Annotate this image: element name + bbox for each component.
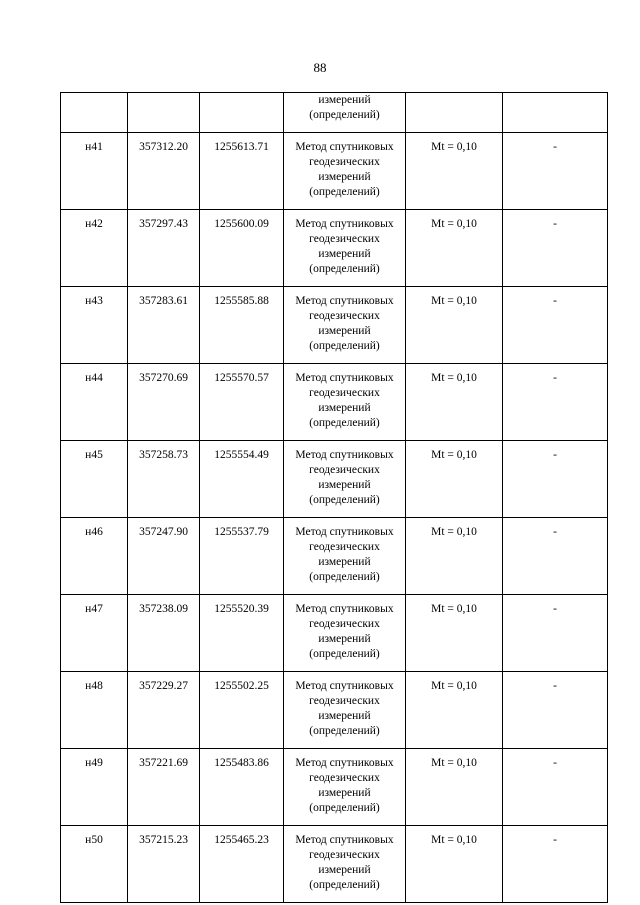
method-line: (определений) (309, 109, 380, 121)
method-line: измерений (318, 171, 371, 183)
method-cell (284, 826, 406, 903)
method-line: (определений) (309, 571, 380, 583)
y-coordinate-cell: 1255465.23 (200, 826, 284, 903)
method-line: Метод спутниковых (295, 834, 394, 846)
method-cell (284, 518, 406, 595)
x-coordinate-cell (128, 93, 200, 133)
table-row (61, 826, 608, 903)
table-row (61, 595, 608, 672)
method-line: измерений (318, 864, 371, 876)
method-line: Метод спутниковых (295, 680, 394, 692)
y-coordinate-cell: 1255585.88 (200, 287, 284, 364)
method-line: Метод спутниковых (295, 757, 394, 769)
table-row (61, 287, 608, 364)
method-cell (284, 749, 406, 826)
method-line: (определений) (309, 879, 380, 891)
note-cell: - (503, 364, 608, 441)
y-coordinate-cell: 1255502.25 (200, 672, 284, 749)
table-row (61, 518, 608, 595)
note-cell: - (503, 749, 608, 826)
x-coordinate-cell: 357238.09 (128, 595, 200, 672)
method-line: геодезических (309, 772, 380, 784)
method-line: геодезических (309, 849, 380, 861)
method-line: Метод спутниковых (295, 372, 394, 384)
method-line: геодезических (309, 156, 380, 168)
method-line: измерений (318, 633, 371, 645)
y-coordinate-cell: 1255600.09 (200, 210, 284, 287)
method-line: Метод спутниковых (295, 526, 394, 538)
note-cell: - (503, 441, 608, 518)
x-coordinate-cell: 357297.43 (128, 210, 200, 287)
method-line: геодезических (309, 695, 380, 707)
note-cell (503, 93, 608, 133)
accuracy-cell: Mt = 0,10 (406, 287, 503, 364)
accuracy-cell: Mt = 0,10 (406, 595, 503, 672)
note-cell: - (503, 210, 608, 287)
method-line: Метод спутниковых (295, 603, 394, 615)
x-coordinate-cell: 357270.69 (128, 364, 200, 441)
page-number: 88 (313, 60, 327, 75)
point-cell: н44 (61, 364, 128, 441)
x-coordinate-cell: 357229.27 (128, 672, 200, 749)
point-cell (61, 93, 128, 133)
method-line: (определений) (309, 263, 380, 275)
accuracy-cell: Mt = 0,10 (406, 133, 503, 210)
method-line: Метод спутниковых (295, 141, 394, 153)
coordinates-table (60, 92, 608, 903)
table-row (61, 210, 608, 287)
method-line: Метод спутниковых (295, 218, 394, 230)
accuracy-cell: Mt = 0,10 (406, 749, 503, 826)
note-cell: - (503, 595, 608, 672)
point-cell: н48 (61, 672, 128, 749)
point-cell: н45 (61, 441, 128, 518)
y-coordinate-cell: 1255554.49 (200, 441, 284, 518)
accuracy-cell: Mt = 0,10 (406, 364, 503, 441)
method-line: геодезических (309, 233, 380, 245)
point-cell: н41 (61, 133, 128, 210)
method-cell (284, 364, 406, 441)
method-line: (определений) (309, 802, 380, 814)
note-cell: - (503, 518, 608, 595)
method-line: геодезических (309, 310, 380, 322)
y-coordinate-cell: 1255570.57 (200, 364, 284, 441)
method-line: геодезических (309, 541, 380, 553)
y-coordinate-cell: 1255613.71 (200, 133, 284, 210)
method-line: измерений (318, 710, 371, 722)
point-cell: н49 (61, 749, 128, 826)
note-cell: - (503, 826, 608, 903)
point-cell: н42 (61, 210, 128, 287)
point-cell: н46 (61, 518, 128, 595)
method-line: измерений (318, 248, 371, 260)
method-line: (определений) (309, 340, 380, 352)
method-line: Метод спутниковых (295, 295, 394, 307)
x-coordinate-cell: 357215.23 (128, 826, 200, 903)
method-line: измерений (318, 94, 371, 106)
method-cell (284, 441, 406, 518)
x-coordinate-cell: 357258.73 (128, 441, 200, 518)
method-cell (284, 93, 406, 133)
accuracy-cell: Mt = 0,10 (406, 826, 503, 903)
method-line: измерений (318, 556, 371, 568)
x-coordinate-cell: 357283.61 (128, 287, 200, 364)
y-coordinate-cell: 1255483.86 (200, 749, 284, 826)
method-line: геодезических (309, 464, 380, 476)
table-row (61, 133, 608, 210)
accuracy-cell: Mt = 0,10 (406, 441, 503, 518)
method-line: измерений (318, 402, 371, 414)
accuracy-cell: Mt = 0,10 (406, 672, 503, 749)
method-cell (284, 133, 406, 210)
x-coordinate-cell: 357221.69 (128, 749, 200, 826)
x-coordinate-cell: 357312.20 (128, 133, 200, 210)
note-cell: - (503, 672, 608, 749)
table-row (61, 364, 608, 441)
table-row (61, 672, 608, 749)
table-row (61, 749, 608, 826)
method-cell (284, 672, 406, 749)
table-row (61, 441, 608, 518)
method-cell (284, 287, 406, 364)
method-line: Метод спутниковых (295, 449, 394, 461)
accuracy-cell: Mt = 0,10 (406, 518, 503, 595)
method-line: (определений) (309, 494, 380, 506)
point-cell: н47 (61, 595, 128, 672)
table-row-continuation (61, 93, 608, 133)
method-line: (определений) (309, 725, 380, 737)
method-line: измерений (318, 479, 371, 491)
method-line: измерений (318, 325, 371, 337)
y-coordinate-cell: 1255520.39 (200, 595, 284, 672)
method-line: геодезических (309, 618, 380, 630)
x-coordinate-cell: 357247.90 (128, 518, 200, 595)
note-cell: - (503, 133, 608, 210)
point-cell: н50 (61, 826, 128, 903)
y-coordinate-cell: 1255537.79 (200, 518, 284, 595)
method-line: измерений (318, 787, 371, 799)
method-line: (определений) (309, 186, 380, 198)
method-line: (определений) (309, 417, 380, 429)
method-cell (284, 210, 406, 287)
method-line: (определений) (309, 648, 380, 660)
point-cell: н43 (61, 287, 128, 364)
accuracy-cell: Mt = 0,10 (406, 210, 503, 287)
method-line: геодезических (309, 387, 380, 399)
accuracy-cell (406, 93, 503, 133)
method-cell (284, 595, 406, 672)
note-cell: - (503, 287, 608, 364)
y-coordinate-cell (200, 93, 284, 133)
